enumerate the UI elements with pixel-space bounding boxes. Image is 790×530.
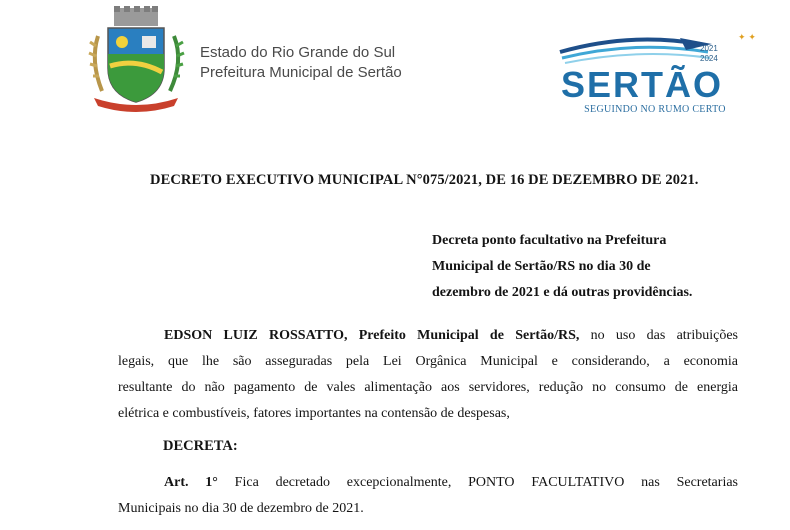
mayor-name: EDSON LUIZ ROSSATTO, Prefeito Municipal de Sertão/RS,	[164, 328, 580, 343]
article-1-label: Art. 1°	[164, 475, 218, 490]
article-1-line: Municipais no dia 30 de dezembro de 2021.	[118, 501, 364, 516]
decreta-heading: DECRETA:	[163, 438, 238, 454]
article-1	[118, 470, 738, 522]
brand-name: SERTÃO	[560, 64, 723, 105]
svg-text:✦ ✦: ✦ ✦	[738, 33, 756, 43]
preamble-line: elétrica e combustíveis, fatores importantes na contensão de despesas,	[118, 406, 510, 421]
summary-line: Municipal de Sertão/RS no dia 30 de	[432, 259, 651, 274]
decree-title: DECRETO EXECUTIVO MUNICIPAL N°075/2021, DE 16 DE DEZEMBRO DE 2021.	[150, 172, 699, 188]
government-heading	[200, 43, 402, 83]
brand-years: 2021 2024	[700, 44, 718, 63]
summary-line: Decreta ponto facultativo na Prefeitura	[432, 233, 667, 248]
preamble-line: legais, que lhe são asseguradas pela Lei Orgânica Municipal e considerando, a economia	[118, 354, 738, 369]
preamble-paragraph	[118, 323, 738, 427]
city-hall-line: Prefeitura Municipal de Sertão	[200, 64, 402, 81]
brand-slogan: SEGUINDO NO RUMO CERTO	[584, 104, 726, 115]
state-line: Estado do Rio Grande do Sul	[200, 44, 396, 61]
municipal-coat-of-arms	[84, 6, 188, 112]
decree-summary	[432, 228, 732, 306]
article-1-first-line: Art. 1° Fica decretado excepcionalmente, PONTO FACULTATIVO nas Secretarias	[164, 475, 738, 490]
preamble-line: resultante do não pagamento de vales alimentação aos servidores, redução no consumo de energia	[118, 380, 738, 395]
summary-line: dezembro de 2021 e dá outras providências.	[432, 285, 693, 300]
preamble-first-line: EDSON LUIZ ROSSATTO, Prefeito Municipal de Sertão/RS, no uso das atribuições	[164, 328, 738, 343]
sertao-brand-logo	[540, 30, 756, 115]
